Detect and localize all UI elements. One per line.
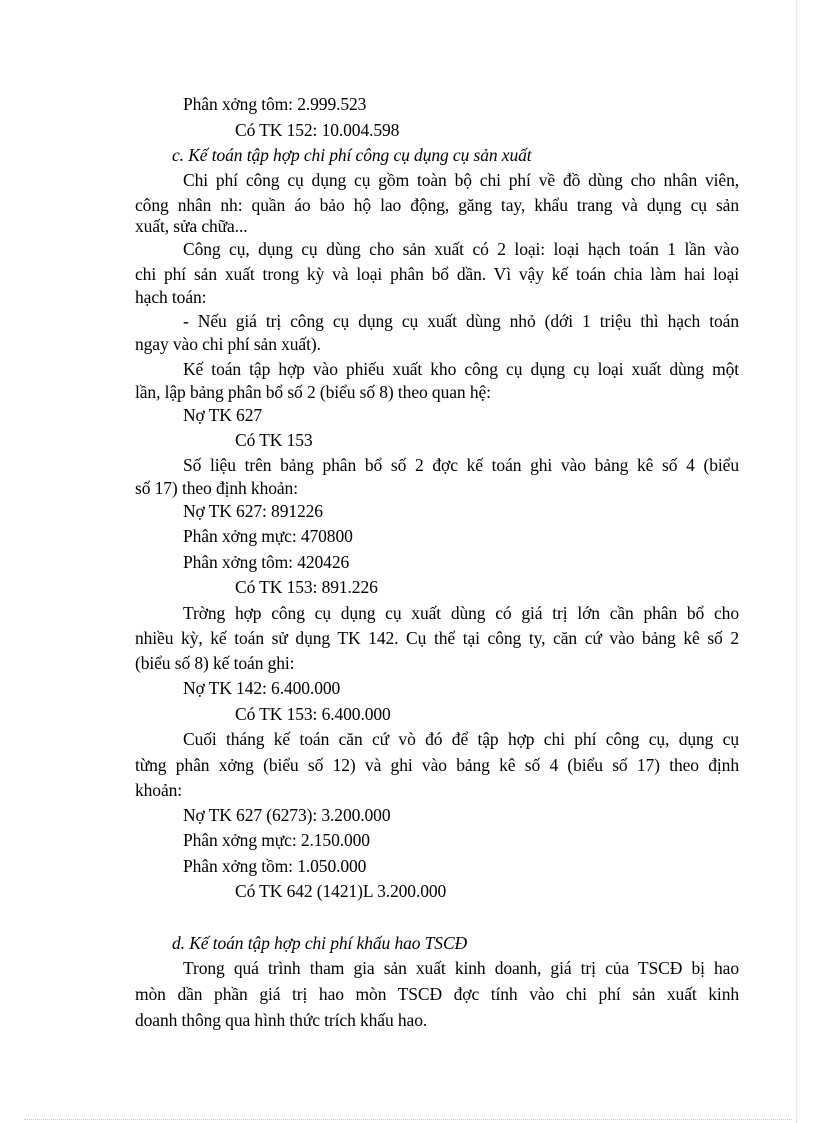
- paragraph-line: mòn dần phần giá trị hao mòn TSCĐ đợc tính vào chi phí sản xuất kinh: [135, 984, 739, 1004]
- page-bottom-divider: [24, 1119, 792, 1120]
- paragraph-line: Trờng hợp công cụ dụng cụ xuất dùng có giá trị lớn cần phân bổ cho: [183, 603, 739, 623]
- paragraph-line: (biểu số 8) kế toán ghi:: [135, 653, 295, 673]
- text-line: Có TK 153: 6.400.000: [235, 704, 391, 724]
- paragraph-line: công nhân nh: quần áo bảo hộ lao động, găng tay, khẩu trang và dụng cụ sản: [135, 195, 739, 215]
- text-line: Phân xởng tồm: 1.050.000: [183, 856, 367, 876]
- paragraph-line: từng phân xởng (biểu số 12) và ghi vào bảng kê số 4 (biểu số 17) theo định: [135, 755, 739, 775]
- text-line: Có TK 152: 10.004.598: [235, 120, 400, 140]
- text-line: Phân xởng tôm: 2.999.523: [183, 94, 367, 114]
- paragraph-line: nhiều kỳ, kế toán sử dụng TK 142. Cụ thể tại công ty, căn cứ vào bảng kê số 2: [135, 628, 739, 648]
- paragraph-line: hạch toán:: [135, 287, 207, 307]
- paragraph-line: Chi phí công cụ dụng cụ gồm toàn bộ chi phí về đồ dùng cho nhân viên,: [183, 170, 739, 190]
- text-line: Nợ TK 627: [183, 405, 263, 425]
- section-heading: c. Kế toán tập hợp chi phí công cụ dụng cụ sản xuất: [172, 145, 532, 165]
- text-line: Phân xởng mực: 2.150.000: [183, 830, 370, 850]
- paragraph-line: - Nếu giá trị công cụ dụng cụ xuất dùng nhỏ (dới 1 triệu thì hạch toán: [183, 311, 739, 331]
- paragraph-line: Trong quá trình tham gia sản xuất kinh doanh, giá trị của TSCĐ bị hao: [183, 958, 739, 978]
- text-line: Có TK 642 (1421)L 3.200.000: [235, 881, 447, 901]
- paragraph-line: Kế toán tập hợp vào phiếu xuất kho công cụ dụng cụ loại xuất dùng một: [183, 359, 739, 379]
- paragraph-line: Số liệu trên bảng phân bổ số 2 đợc kế toán ghi vào bảng kê số 4 (biểu: [183, 455, 739, 475]
- paragraph-line: lần, lập bảng phân bổ số 2 (biểu số 8) theo quan hệ:: [135, 382, 491, 402]
- text-line: Có TK 153: [235, 430, 313, 450]
- section-heading: d. Kế toán tập hợp chi phí khấu hao TSCĐ: [172, 933, 468, 953]
- text-line: Có TK 153: 891.226: [235, 577, 378, 597]
- paragraph-line: số 17) theo định khoản:: [135, 478, 298, 498]
- text-line: Nợ TK 142: 6.400.000: [183, 678, 341, 698]
- paragraph-line: xuất, sửa chữa...: [135, 216, 248, 236]
- page-right-edge: [796, 0, 797, 1123]
- paragraph-line: khoản:: [135, 780, 183, 800]
- paragraph-line: chi phí sản xuất trong kỳ và loại phân bổ dần. Vì vậy kế toán chia làm hai loại: [135, 264, 739, 284]
- text-line: Nợ TK 627 (6273): 3.200.000: [183, 805, 391, 825]
- paragraph-line: doanh thông qua hình thức trích khấu hao.: [135, 1010, 428, 1030]
- paragraph-line: Công cụ, dụng cụ dùng cho sản xuất có 2 loại: loại hạch toán 1 lần vào: [183, 239, 739, 259]
- text-line: Phân xởng mực: 470800: [183, 526, 353, 546]
- text-line: Nợ TK 627: 891226: [183, 501, 323, 521]
- text-line: Phân xởng tôm: 420426: [183, 552, 350, 572]
- paragraph-line: ngay vào chi phí sản xuất).: [135, 334, 321, 354]
- paragraph-line: Cuối tháng kế toán căn cứ vò đó để tập hợp chi phí công cụ, dụng cụ: [183, 729, 739, 749]
